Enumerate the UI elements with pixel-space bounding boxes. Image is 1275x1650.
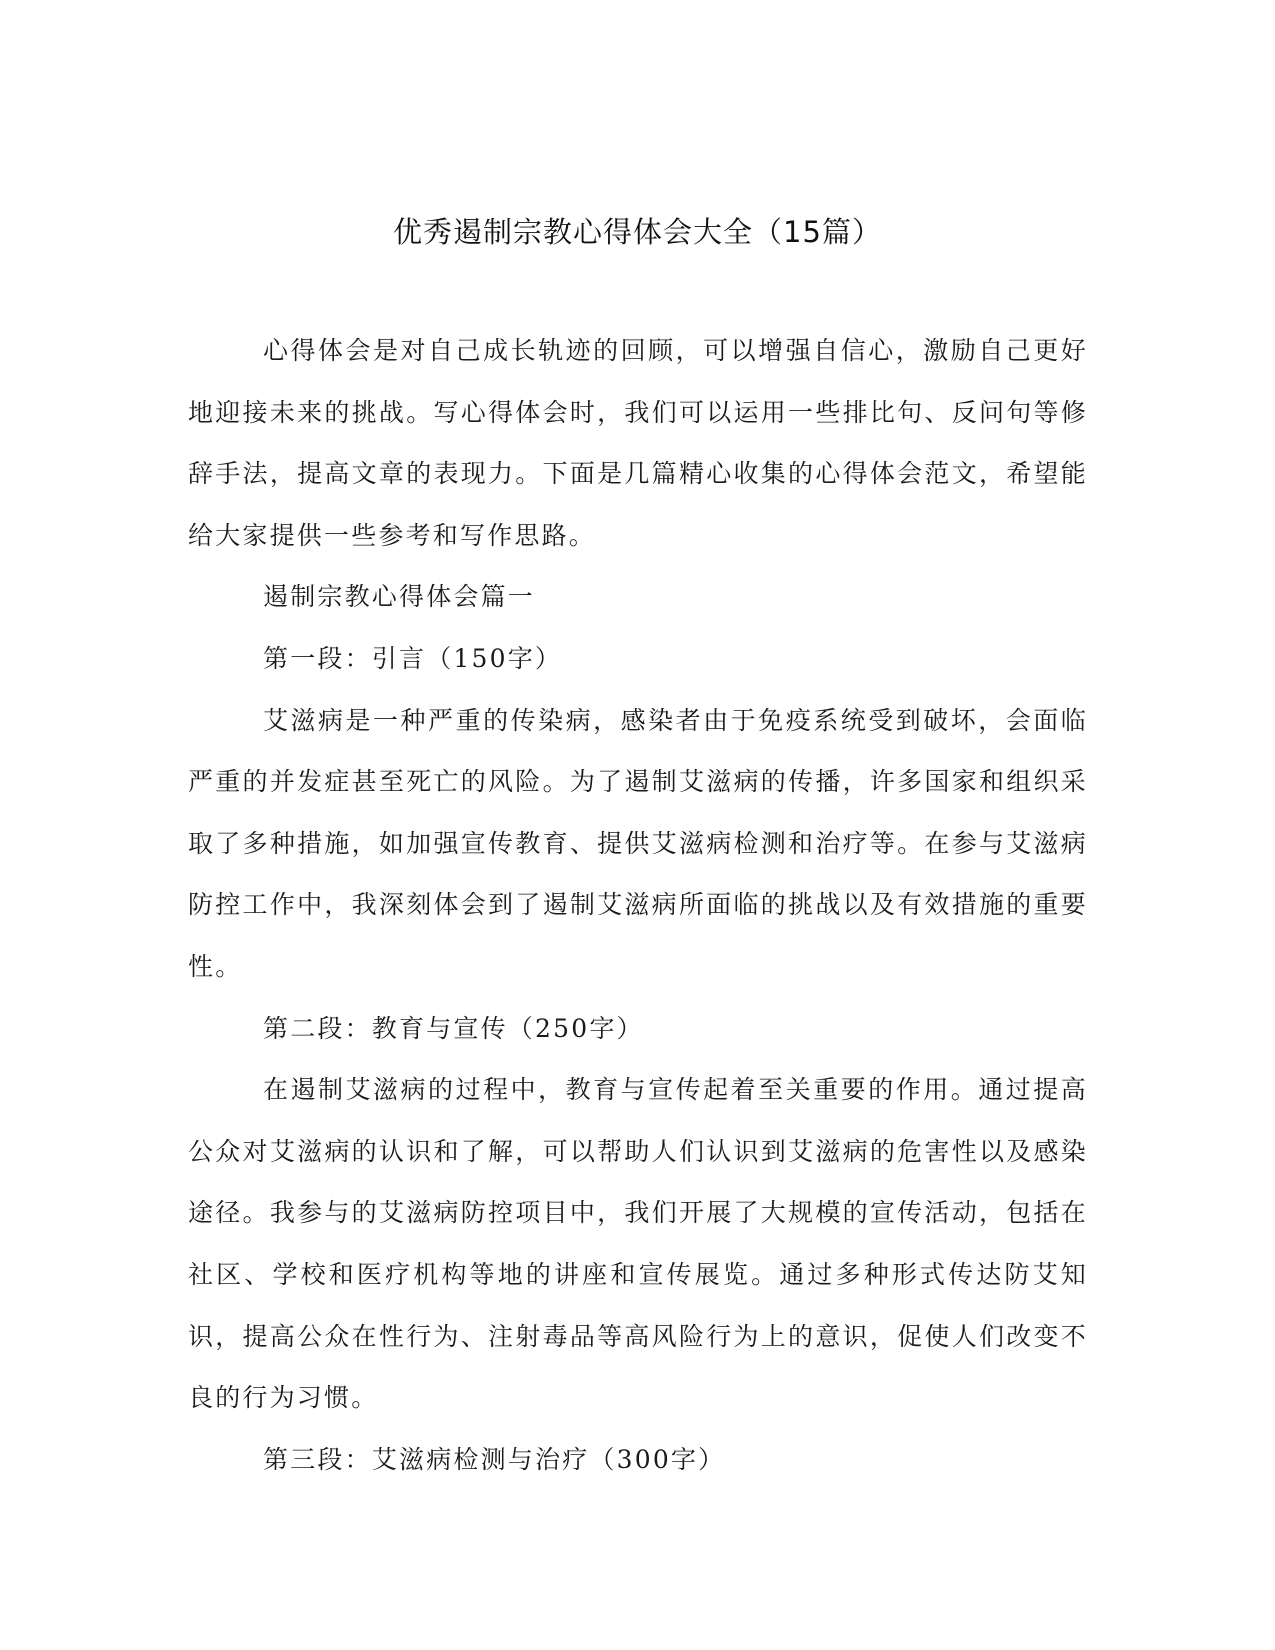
paragraph-part-one: 艾滋病是一种严重的传染病，感染者由于免疫系统受到破坏，会面临严重的并发症甚至死亡的风险。为了遏制艾滋病的传播，许多国家和组织采取了多种措施，如加强宣传教育、提供艾滋病检测和治疗等。在参与艾滋病防控工作中，我深刻体会到了遏制艾滋病所面临的挑战以及有效措施的重要性。 xyxy=(188,705,1088,981)
document-title: 优秀遏制宗教心得体会大全（15篇） xyxy=(393,215,882,249)
paragraph-part-two: 在遏制艾滋病的过程中，教育与宣传起着至关重要的作用。通过提高公众对艾滋病的认识和了解，可以帮助人们认识到艾滋病的危害性以及感染途径。我参与的艾滋病防控项目中，我们开展了大规模的宣传活动，包括在社区、学校和医疗机构等地的讲座和宣传展览。通过多种形式传达防艾知识，提高公众在性行为、注射毒品等高风险行为上的意识，促使人们改变不良的行为习惯。 xyxy=(188,1075,1088,1413)
document-body xyxy=(188,320,1088,1490)
intro-paragraph: 心得体会是对自己成长轨迹的回顾，可以增强自信心，激励自己更好地迎接未来的挑战。写心得体会时，我们可以运用一些排比句、反问句等修辞手法，提高文章的表现力。下面是几篇精心收集的心得体会范文，希望能给大家提供一些参考和写作思路。 xyxy=(188,336,1088,550)
section-heading-article-one: 遏制宗教心得体会篇一 xyxy=(263,582,536,612)
section-heading-part-three: 第三段：艾滋病检测与治疗（300字） xyxy=(263,1444,726,1474)
section-heading-part-two: 第二段：教育与宣传（250字） xyxy=(263,1013,644,1043)
section-heading-part-one: 第一段：引言（150字） xyxy=(263,643,563,673)
